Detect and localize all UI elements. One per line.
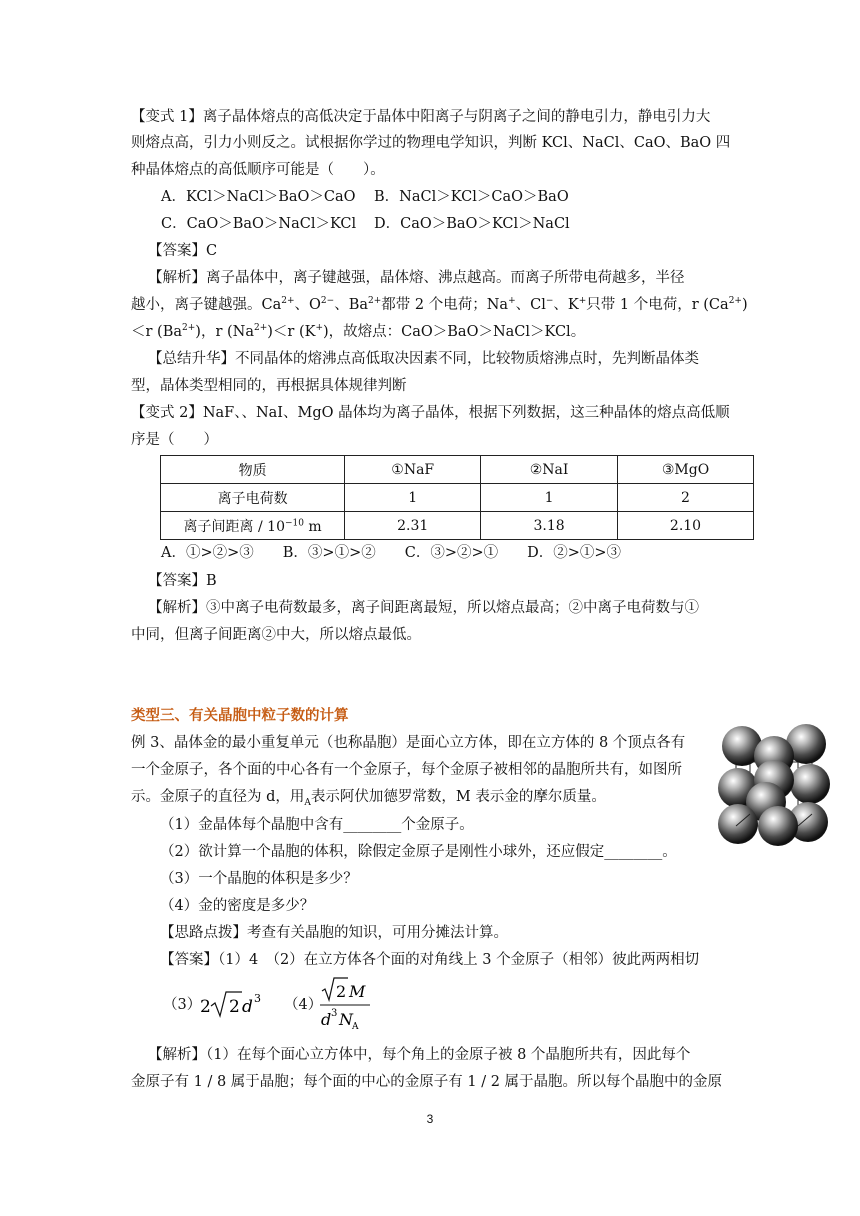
gold-crystal-cell-image xyxy=(716,722,832,846)
example-line1: 例 3、晶体金的最小重复单元（也称晶胞）是面心立方体，即在立方体的 8 个顶点各有 xyxy=(131,735,686,751)
table-row xyxy=(161,456,754,484)
variant1-line1: 【变式 1】离子晶体熔点的高低决定于晶体中阳离子与阴离子之间的静电引力，静电引力大 xyxy=(131,109,711,125)
example-explanation-1: 【解析】（1）在每个面心立方体中，每个角上的金原子被 8 个晶胞所共有，因此每个 xyxy=(148,1047,691,1063)
numerator-radicand: 2 xyxy=(336,982,347,1001)
question-1: （1）金晶体每个晶胞中含有________个金原子。 xyxy=(160,817,474,833)
variant1-explanation-1: 【解析】离子晶体中，离子键越强，晶体熔、沸点越高。而离子所带电荷越多，半径 xyxy=(148,270,685,286)
table-cell: 离子电荷数 xyxy=(161,484,345,512)
variant2-explanation-2: 中同，但离子间距离②中大，所以熔点最低。 xyxy=(131,627,421,643)
formula-exponent: 3 xyxy=(254,992,261,1005)
section-heading: 类型三、有关晶胞中粒子数的计算 xyxy=(131,708,349,724)
hint-line: 【思路点拨】考查有关晶胞的知识，可用分摊法计算。 xyxy=(160,925,508,941)
variant2-explanation-1: 【解析】③中离子电荷数最多，离子间距离最短，所以熔点最高；②中离子电荷数与① xyxy=(148,600,699,616)
table-cell: ①NaF xyxy=(345,456,481,484)
summary-line1: 【总结升华】不同晶体的熔沸点高低取决因素不同，比较物质熔沸点时，先判断晶体类 xyxy=(148,351,699,367)
variant1-explanation-3: ＜r $(Ba^{2+})$，r $(Na^{2+})<r$ (K+)，故熔点：CaO＞BaO＞NaCl＞KCl。 xyxy=(131,323,586,340)
table-cell: 物质 xyxy=(161,456,345,484)
variant2-options: A．①>②>③ B．③>①>② C．③>②>① D．②>①>③ xyxy=(161,545,622,561)
variant1-line2: 则熔点高，引力小则反之。试根据你学过的物理电学知识，判断 KCl、NaCl、CaO、BaO 四 xyxy=(131,135,731,151)
table-row xyxy=(161,512,754,540)
answer-3-label: （3） xyxy=(163,997,202,1013)
answer-3-formula xyxy=(198,986,268,1020)
table-cell: 2.31 xyxy=(345,512,481,540)
table-cell: 2 xyxy=(618,484,754,512)
table-cell: 2.10 xyxy=(618,512,754,540)
variant2-answer: 【答案】B xyxy=(148,573,217,589)
denominator-subscript: A xyxy=(352,1022,359,1032)
option-a: A．KCl＞NaCl＞BaO＞CaO xyxy=(161,189,356,205)
page-number: 3 xyxy=(426,1112,434,1126)
denominator-constant: N xyxy=(339,1010,353,1029)
table-cell: 1 xyxy=(481,484,618,512)
table-cell: ③MgO xyxy=(618,456,754,484)
example-line2: 一个金原子，各个面的中心各有一个金原子，每个金原子被相邻的晶胞所共有，如图所 xyxy=(131,762,682,778)
answer-4-label: （4） xyxy=(284,997,323,1013)
answer-4-formula xyxy=(318,975,378,1035)
variant2-line1: 【变式 2】NaF、、NaI、MgO 晶体均为离子晶体，根据下列数据，这三种晶体的熔点高低顺 xyxy=(131,405,730,421)
denominator-exponent: 3 xyxy=(331,1008,338,1019)
variant1-answer: 【答案】C xyxy=(148,243,218,259)
table-row xyxy=(161,484,754,512)
option-c: C．CaO＞BaO＞NaCl＞KCl xyxy=(161,216,357,232)
formula-variable: d xyxy=(242,997,253,1017)
data-table xyxy=(160,455,754,540)
variant2-line2: 序是（ ） xyxy=(131,432,218,448)
numerator-variable: M xyxy=(349,982,366,1001)
formula-radicand: 2 xyxy=(229,997,240,1017)
table-cell: 离子间距离 / $10^{-10}$ m xyxy=(161,512,345,540)
variant1-line3: 种晶体熔点的高低顺序可能是（ ）。 xyxy=(131,162,385,178)
question-2: （2）欲计算一个晶胞的体积，除假定金原子是刚性小球外，还应假定________。 xyxy=(160,844,677,860)
question-3: （3）一个晶胞的体积是多少？ xyxy=(160,871,358,887)
summary-line2: 型，晶体类型相同的，再根据具体规律判断 xyxy=(131,378,407,394)
formula-coefficient: 2 xyxy=(200,997,211,1017)
example-explanation-2: 金原子有 1 / 8 属于晶胞；每个面的中心的金原子有 1 / 2 属于晶胞。所以每个晶胞中的金原 xyxy=(131,1074,723,1090)
option-d: D．CaO＞BaO＞KCl＞NaCl xyxy=(374,216,570,232)
denominator-variable: d xyxy=(321,1010,332,1029)
question-4: （4）金的密度是多少？ xyxy=(160,898,315,914)
option-b: B．NaCl＞KCl＞CaO＞BaO xyxy=(374,189,569,205)
table-cell: 1 xyxy=(345,484,481,512)
table-cell: ②NaI xyxy=(481,456,618,484)
variant1-explanation-2: 越小，离子键越强。$Ca^{2+}$、$O^{2-}$、$Ba^{2+}$都带 2 个电荷；Na+、Cl−、K+只带 1 个电荷，r $(Ca^{2+})$ xyxy=(131,296,748,313)
example-line3: 示。金原子的直径为 d，用$_A$表示阿伏加德罗常数，M 表示金的摩尔质量。 xyxy=(131,789,606,808)
table-cell: 3.18 xyxy=(481,512,618,540)
example-answer: 【答案】（1）4 （2）在立方体各个面的对角线上 3 个金原子（相邻）彼此两两相切 xyxy=(160,952,700,968)
